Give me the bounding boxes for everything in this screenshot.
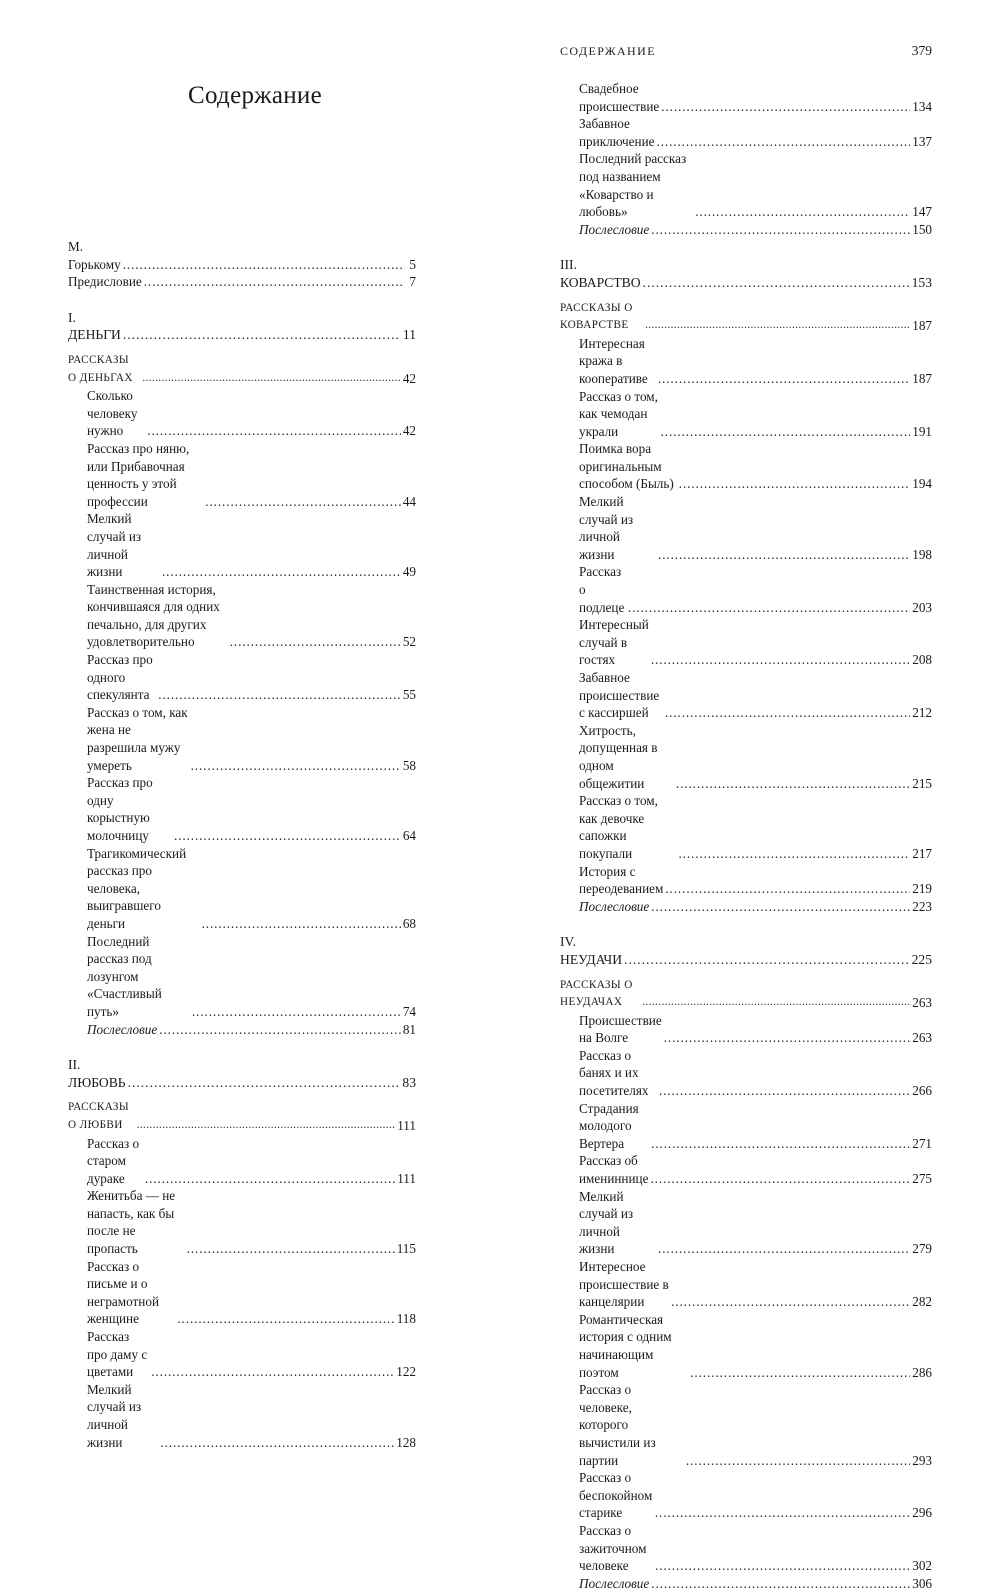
- toc-entry: [68, 1021, 416, 1039]
- dot-leader: [651, 651, 910, 669]
- dot-leader: [191, 757, 401, 775]
- toc-entry-title: Рассказ о старом дураке: [87, 1135, 140, 1186]
- left-page: [0, 0, 500, 1450]
- toc-entry-title: Поимка вора оригинальным способом (Быль): [579, 441, 674, 492]
- dot-leader: [642, 994, 910, 1012]
- toc-entry-page: 83: [402, 1074, 416, 1090]
- toc-entry-page: 212: [912, 705, 932, 721]
- toc-entry: [68, 1187, 416, 1257]
- toc-entry-title: III. КОВАРСТВО: [560, 257, 641, 290]
- dot-leader: [147, 422, 401, 440]
- toc-entry: [68, 510, 416, 580]
- dot-leader: [661, 98, 910, 116]
- toc-entry: [560, 150, 932, 220]
- spacer: [560, 292, 932, 300]
- toc-entry-page: 187: [912, 318, 932, 334]
- toc-entry-page: 5: [409, 256, 416, 272]
- toc-entry-title: Интересная кража в кооперативе: [579, 335, 648, 386]
- toc-entry-page: 282: [912, 1294, 932, 1310]
- toc-entry-title: Сколько человеку нужно: [87, 388, 138, 439]
- toc-entry-title: Рассказ об имениннице: [579, 1153, 649, 1187]
- toc-entry-title: РАССКАЗЫ О ЛЮБВИ: [68, 1101, 130, 1131]
- toc-entry-page: 194: [912, 476, 932, 492]
- toc-entry: [560, 388, 932, 441]
- dot-leader: [655, 1504, 910, 1522]
- toc-section-heading: [68, 352, 416, 387]
- toc-entry-page: 150: [912, 221, 932, 237]
- dot-leader: [628, 599, 910, 617]
- toc-entry-title: Предисловие: [68, 274, 142, 290]
- table-of-contents-right: [560, 80, 932, 1588]
- toc-entry: [68, 1381, 416, 1451]
- toc-entry: [560, 1047, 932, 1100]
- dot-leader: [205, 493, 401, 511]
- dot-leader: [174, 827, 401, 845]
- toc-entry-page: 11: [402, 327, 416, 343]
- toc-entry: [560, 563, 932, 616]
- dot-leader: [678, 845, 910, 863]
- dot-leader: [202, 915, 401, 933]
- toc-entry-page: 275: [912, 1171, 932, 1187]
- toc-entry-title: Рассказ о человеке, которого вычистили из партии: [579, 1382, 656, 1468]
- table-of-contents-left: [68, 238, 416, 1451]
- toc-entry-title: Мелкий случай из личной жизни: [579, 494, 634, 562]
- toc-entry: [560, 1469, 932, 1522]
- right-page: [500, 0, 1000, 1588]
- toc-entry-page: 118: [396, 1311, 416, 1327]
- running-head: СОДЕРЖАНИЕ: [560, 44, 656, 58]
- toc-entry-title: Забавное приключение: [579, 116, 655, 149]
- spacer: [560, 969, 932, 977]
- toc-entry: [560, 616, 932, 669]
- toc-entry: [68, 651, 416, 704]
- toc-part-heading: [560, 256, 932, 291]
- toc-section-heading: [560, 977, 932, 1012]
- toc-entry-page: 42: [402, 370, 416, 386]
- toc-entry-page: 137: [912, 133, 932, 149]
- toc-entry-title: Хитрость, допущенная в одном общежитии: [579, 722, 658, 791]
- toc-entry: [560, 80, 932, 115]
- dot-leader: [187, 1240, 395, 1258]
- toc-entry-title: Свадебное происшествие: [579, 81, 660, 114]
- toc-entry-title: II. ЛЮБОВЬ: [68, 1057, 126, 1090]
- toc-entry-title: Рассказ о зажиточном человеке: [579, 1522, 647, 1574]
- toc-entry: [68, 581, 416, 651]
- dot-leader: [658, 546, 910, 564]
- toc-entry: [68, 1328, 416, 1381]
- toc-entry: [560, 898, 932, 916]
- dot-leader: [128, 1074, 401, 1092]
- dot-leader: [651, 1135, 910, 1153]
- toc-entry-title: М. Горькому: [68, 239, 121, 272]
- spacer: [560, 238, 932, 256]
- toc-entry: [68, 273, 416, 291]
- toc-entry-page: 122: [396, 1364, 416, 1380]
- dot-leader: [651, 1575, 910, 1588]
- toc-entry-title: Страдания молодого Вертера: [579, 1100, 639, 1151]
- toc-entry: [560, 1575, 932, 1588]
- toc-entry-page: 74: [402, 1003, 416, 1019]
- toc-part-heading: [68, 1056, 416, 1091]
- toc-entry-page: 147: [912, 204, 932, 220]
- toc-entry-page: 58: [402, 757, 416, 773]
- toc-entry-page: 293: [912, 1452, 932, 1468]
- toc-entry-page: 153: [911, 274, 932, 290]
- toc-entry-title: Рассказ о банях и их посетителях: [579, 1047, 649, 1099]
- toc-entry-title: Романтическая история с одним начинающим поэтом: [579, 1311, 672, 1380]
- dot-leader: [123, 326, 401, 344]
- toc-entry-title: Происшествие на Волге: [579, 1012, 662, 1046]
- toc-entry-title: Рассказ о беспокойном старике: [579, 1470, 653, 1521]
- toc-entry-page: 203: [912, 599, 932, 615]
- toc-entry: [560, 1381, 932, 1469]
- dot-leader: [650, 1170, 910, 1188]
- toc-entry-title: Рассказ про одного спекулянта: [87, 652, 153, 703]
- dot-leader: [661, 423, 911, 441]
- dot-leader: [686, 1452, 910, 1470]
- dot-leader: [123, 256, 404, 274]
- dot-leader: [624, 951, 910, 969]
- dot-leader: [137, 1117, 396, 1135]
- toc-entry-page: 191: [912, 423, 932, 439]
- toc-entry-title: Таинственная история, кончившаяся для одних печально, для других удовлетворительно: [87, 581, 220, 650]
- toc-entry-title: Мелкий случай из личной жизни: [87, 1381, 142, 1450]
- toc-entry: [560, 1012, 932, 1047]
- toc-section-heading: [560, 300, 932, 335]
- dot-leader: [658, 370, 910, 388]
- toc-entry-title: Рассказ о подлеце: [579, 564, 625, 615]
- toc-entry-page: 286: [912, 1364, 932, 1380]
- toc-entry-title: Рассказ про даму с цветами: [87, 1329, 148, 1380]
- dot-leader: [142, 370, 401, 388]
- toc-entry-title: Рассказ о том, как девочке сапожки покупали: [579, 793, 658, 861]
- toc-entry-page: 68: [402, 915, 416, 931]
- toc-part-heading: [560, 933, 932, 968]
- dot-leader: [665, 704, 910, 722]
- dot-leader: [655, 1557, 910, 1575]
- spacer: [68, 1038, 416, 1056]
- toc-entry: [560, 221, 932, 239]
- toc-entry: [560, 1152, 932, 1187]
- dot-leader: [145, 1170, 395, 1188]
- toc-entry-page: 111: [397, 1117, 416, 1133]
- toc-entry-page: 52: [402, 634, 416, 650]
- dot-leader: [162, 563, 401, 581]
- dot-leader: [645, 317, 910, 335]
- toc-entry-page: 111: [397, 1170, 416, 1186]
- toc-entry: [560, 493, 932, 563]
- toc-entry-page: 219: [912, 881, 932, 897]
- toc-entry: [68, 774, 416, 844]
- toc-entry-page: 42: [402, 423, 416, 439]
- toc-entry: [560, 669, 932, 722]
- dot-leader: [192, 1003, 401, 1021]
- toc-entry-page: 44: [402, 493, 416, 509]
- toc-entry-page: 55: [402, 687, 416, 703]
- toc-entry-page: 223: [912, 898, 932, 914]
- toc-entry-page: 306: [912, 1575, 932, 1588]
- toc-entry-title: Последний рассказ под лозунгом «Счастливый путь»: [87, 933, 162, 1019]
- toc-entry-title: Женитьба — не напасть, как бы после не пропасть: [87, 1188, 176, 1257]
- toc-entry: [560, 115, 932, 150]
- dot-leader: [144, 273, 404, 291]
- dot-leader: [177, 1310, 394, 1328]
- toc-entry: [560, 792, 932, 862]
- dot-leader: [664, 1029, 911, 1047]
- toc-entry: [68, 238, 416, 273]
- toc-entry: [68, 1135, 416, 1188]
- dot-leader: [230, 633, 401, 651]
- toc-entry-page: 263: [912, 1030, 932, 1046]
- toc-part-heading: [68, 309, 416, 344]
- toc-entry-title: Рассказ о том, как жена не разрешила мужу умереть: [87, 704, 188, 773]
- toc-entry-page: 296: [912, 1505, 932, 1521]
- toc-entry-page: 7: [409, 274, 416, 290]
- toc-entry-page: 215: [912, 775, 932, 791]
- toc-entry: [560, 1188, 932, 1258]
- toc-entry: [560, 440, 932, 493]
- toc-entry-page: 128: [396, 1434, 416, 1450]
- dot-leader: [151, 1363, 394, 1381]
- toc-entry-page: 266: [912, 1083, 932, 1099]
- page-number: 379: [911, 43, 932, 58]
- toc-entry-title: Забавное происшествие с кассиршей: [579, 670, 660, 721]
- toc-entry-title: I. ДЕНЬГИ: [68, 309, 121, 343]
- toc-entry: [560, 1100, 932, 1153]
- toc-entry-page: 64: [402, 828, 416, 843]
- toc-entry-page: 279: [912, 1241, 932, 1257]
- dot-leader: [159, 1021, 401, 1039]
- dot-leader: [690, 1364, 910, 1382]
- toc-entry-page: 217: [912, 845, 932, 861]
- toc-entry: [560, 1311, 932, 1381]
- dot-leader: [679, 475, 910, 493]
- toc-entry-title: РАССКАЗЫ О КОВАРСТВЕ: [560, 301, 633, 332]
- dot-leader: [160, 1434, 394, 1452]
- toc-entry-page: 134: [912, 98, 932, 114]
- dot-leader: [695, 203, 910, 221]
- dot-leader: [158, 686, 401, 704]
- spacer: [68, 1091, 416, 1099]
- dot-leader: [665, 880, 910, 898]
- toc-entry-page: 49: [402, 564, 416, 580]
- dot-leader: [671, 1293, 910, 1311]
- dot-leader: [658, 1240, 910, 1258]
- toc-entry-page: 187: [912, 370, 932, 386]
- dot-leader: [657, 133, 911, 151]
- toc-entry-title: Трагикомический рассказ про человека, выигравшего деньги: [87, 845, 187, 931]
- toc-entry-page: 225: [911, 951, 932, 967]
- toc-entry-page: 115: [396, 1241, 416, 1257]
- toc-entry-title: Рассказ про одну корыстную молочницу: [87, 775, 153, 843]
- toc-entry-title: РАССКАЗЫ О НЕУДАЧАХ: [560, 978, 633, 1009]
- toc-entry: [68, 933, 416, 1021]
- spacer: [560, 915, 932, 933]
- dot-leader: [651, 898, 910, 916]
- toc-entry-page: 302: [912, 1558, 932, 1574]
- toc-entry: [68, 387, 416, 440]
- toc-entry: [560, 1258, 932, 1311]
- toc-entry: [560, 1522, 932, 1575]
- dot-leader: [659, 1082, 910, 1100]
- toc-entry-title: РАССКАЗЫ О ДЕНЬГАХ: [68, 353, 133, 384]
- toc-entry-title: IV. НЕУДАЧИ: [560, 934, 623, 967]
- toc-entry-page: 208: [912, 652, 932, 668]
- spacer: [68, 291, 416, 309]
- dot-leader: [643, 274, 910, 292]
- toc-entry: [560, 722, 932, 792]
- toc-entry-page: 263: [912, 995, 932, 1011]
- toc-entry-title: Рассказ про няню, или Прибавочная ценность у этой профессии: [87, 440, 190, 509]
- toc-entry: [68, 845, 416, 933]
- toc-entry-title: Последний рассказ под названием «Коварство и любовь»: [579, 151, 687, 220]
- toc-entry: [560, 863, 932, 898]
- toc-entry-title: Мелкий случай из личной жизни: [87, 511, 142, 580]
- toc-entry-page: 198: [912, 546, 932, 562]
- dot-leader: [676, 775, 910, 793]
- toc-entry-title: Интересный случай в гостях: [579, 617, 649, 668]
- toc-entry-title: Интересное происшествие в канцелярии: [579, 1259, 669, 1310]
- toc-entry-page: 271: [912, 1135, 932, 1151]
- toc-entry: [68, 1258, 416, 1328]
- spacer: [68, 344, 416, 352]
- toc-entry: [560, 335, 932, 388]
- toc-entry-title: История с переодеванием: [579, 863, 664, 897]
- toc-entry-title: Послесловие: [579, 1575, 650, 1588]
- dot-leader: [651, 221, 910, 239]
- toc-entry-title: Мелкий случай из личной жизни: [579, 1188, 634, 1257]
- toc-entry-title: Рассказ о том, как чемодан украли: [579, 388, 658, 439]
- toc-entry-page: 81: [402, 1021, 416, 1037]
- toc-entry-title: Рассказ о письме и о неграмотной женщине: [87, 1258, 160, 1327]
- toc-entry-title: Послесловие: [579, 221, 650, 237]
- toc-entry: [68, 704, 416, 774]
- toc-entry-title: Послесловие: [87, 1021, 158, 1037]
- toc-entry-title: Послесловие: [579, 898, 650, 914]
- toc-entry: [68, 440, 416, 510]
- page-title: Содержание: [188, 82, 322, 109]
- toc-section-heading: [68, 1099, 416, 1134]
